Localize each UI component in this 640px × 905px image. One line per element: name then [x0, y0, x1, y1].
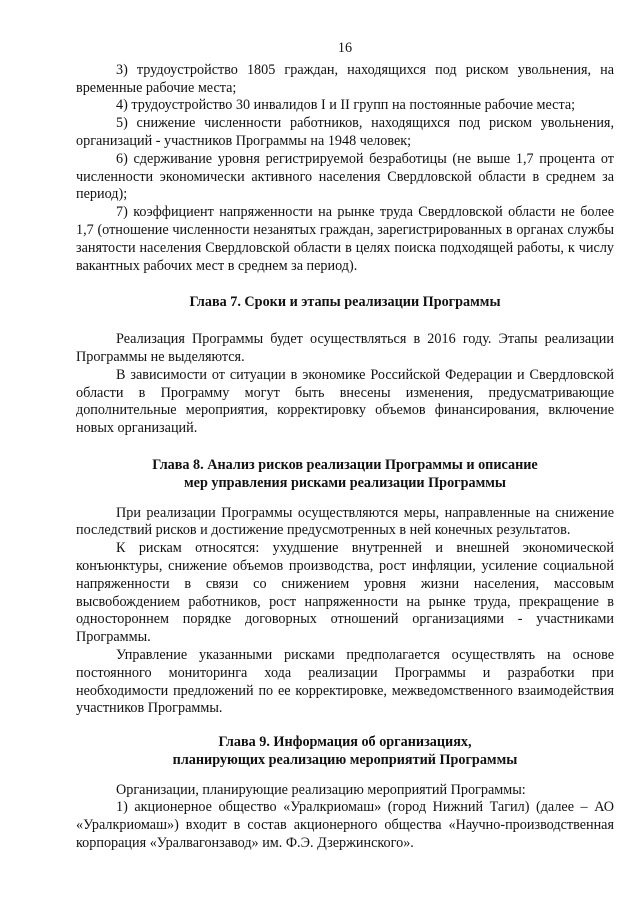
chapter-8-section [76, 457, 614, 718]
chapter-8-paragraph: К рискам относятся: ухудшение внутренней и внешней экономической конъюнктуры, снижение объемов производства, рост инфляции, усиление социальной напряженности в связи со снижением уровня жизни населения, массовым высвобождением работников, рост напряженности на рынке труда, прекращение в одностороннем порядке договорных отношений организациями - участниками Программы. [76, 540, 614, 646]
chapter-9-paragraph: Организации, планирующие реализацию мероприятий Программы: [116, 781, 526, 798]
intro-list [76, 62, 614, 276]
page-number: 16 [337, 40, 353, 56]
list-item: 3) трудоустройство 1805 граждан, находящихся под риском увольнения, на временные рабочие места; [76, 61, 614, 96]
chapter-8-heading-line-1: Глава 8. Анализ рисков реализации Программы и описание [152, 456, 538, 473]
chapter-7-heading: Глава 7. Сроки и этапы реализации Программы [189, 294, 501, 311]
list-item: 5) снижение численности работников, находящихся под риском увольнения, организаций - участников Программы на 1948 человек; [76, 115, 614, 149]
chapter-9-section [76, 734, 614, 853]
chapter-7-section [76, 294, 614, 438]
chapter-9-heading [76, 734, 614, 770]
chapter-8-heading-line-2: мер управления рисками реализации Программы [183, 474, 506, 491]
chapter-9-heading-line-1: Глава 9. Информация об организациях, [218, 734, 472, 751]
chapter-7-paragraph: В зависимости от ситуации в экономике Российской Федерации и Свердловской области в Программу могут быть внесены изменения, предусматривающие дополнительные мероприятия, корректировку объемов финансирования, включение новых организаций. [76, 366, 614, 437]
chapter-8-paragraph: При реализации Программы осуществляются меры, направленные на снижение последствий рисков и достижение предусмотренных в ней конечных результатов. [76, 504, 614, 539]
chapter-9-heading-line-2: планирующих реализацию мероприятий Программы [172, 751, 518, 768]
list-item: 6) сдерживание уровня регистрируемой безработицы (не выше 1,7 процента от численности экономически активного населения Свердловской области в среднем за период); [76, 150, 614, 203]
list-item: 4) трудоустройство 30 инвалидов I и II групп на постоянные рабочие места; [116, 97, 576, 114]
chapter-8-paragraph: Управление указанными рисками предполагается осуществлять на основе постоянного мониторинга хода реализации Программы и разработки при необходимости предложений по ее корректировке, межведомственного взаимодействия участников Программы. [76, 646, 614, 717]
chapter-8-heading [76, 457, 614, 493]
document-page [76, 40, 614, 853]
chapter-7-paragraph: Реализация Программы будет осуществляться в 2016 году. Этапы реализации Программы не выделяются. [76, 331, 614, 365]
chapter-9-paragraph: 1) акционерное общество «Уралкриомаш» (город Нижний Тагил) (далее – АО «Уралкриомаш») входит в состав акционерного общества «Научно-производственная корпорация «Уралвагонзавод» им. Ф.Э. Дзержинского». [76, 799, 614, 852]
list-item: 7) коэффициент напряженности на рынке труда Свердловской области не более 1,7 (отношение численности незанятых граждан, зарегистрированных в органах службы занятости населения Свердловской области в целях поиска подходящей работы, к числу вакантных рабочих мест в среднем за период). [76, 204, 614, 274]
